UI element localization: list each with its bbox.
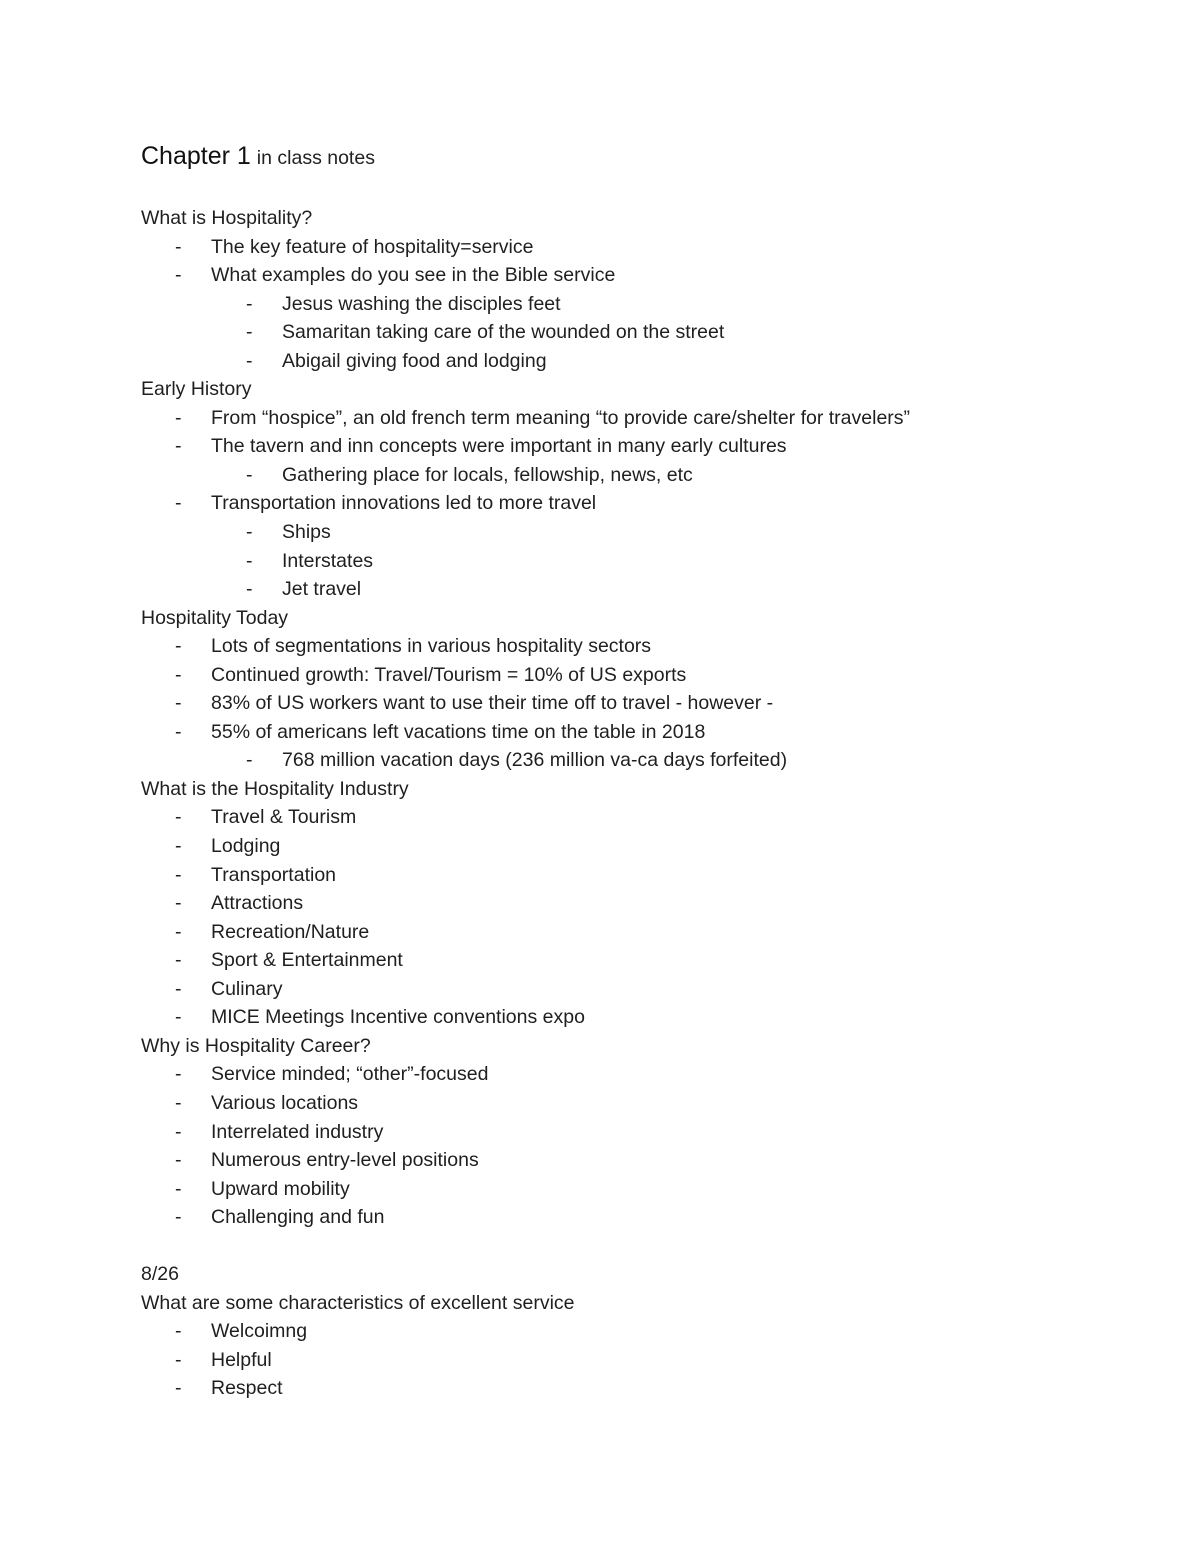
list-item-text: Lots of segmentations in various hospitality sectors — [211, 635, 652, 658]
list-item — [141, 489, 1121, 518]
sub-list-item — [141, 290, 1121, 319]
list-item — [141, 432, 1121, 461]
bullet-dash: - — [246, 349, 253, 372]
list-item — [141, 404, 1121, 433]
bullet-dash: - — [175, 1320, 182, 1343]
bullet-dash: - — [246, 749, 253, 772]
bullet-dash: - — [175, 663, 182, 686]
list-item-text: Sport & Entertainment — [211, 949, 403, 972]
section-heading: What are some characteristics of excellent service — [141, 1291, 575, 1314]
bullet-dash: - — [175, 977, 182, 1000]
bullet-dash: - — [175, 1063, 182, 1086]
bullet-dash: - — [175, 949, 182, 972]
sub-list-item — [141, 746, 1121, 775]
list-item — [141, 918, 1121, 947]
list-item-text: 55% of americans left vacations time on the table in 2018 — [211, 720, 706, 743]
bullet-dash: - — [175, 406, 182, 429]
list-item-text: 83% of US workers want to use their time off to travel - however - — [211, 692, 774, 715]
list-item-text: Samaritan taking care of the wounded on the street — [282, 321, 725, 344]
bullet-dash: - — [246, 578, 253, 601]
title-main: Chapter 1 — [141, 142, 251, 170]
list-item-text: Challenging and fun — [211, 1206, 385, 1229]
list-item — [141, 1346, 1121, 1375]
list-item-text: Travel & Tourism — [211, 806, 357, 829]
list-item — [141, 1146, 1121, 1175]
list-item — [141, 689, 1121, 718]
sub-list-item — [141, 575, 1121, 604]
list-item-text: Continued growth: Travel/Tourism = 10% of US exports — [211, 663, 687, 686]
bullet-dash: - — [175, 806, 182, 829]
bullet-dash: - — [175, 264, 182, 287]
bullet-dash: - — [175, 1120, 182, 1143]
bullet-dash: - — [175, 635, 182, 658]
sub-list-item — [141, 347, 1121, 376]
list-item-text: Transportation innovations led to more travel — [211, 492, 597, 515]
document-title — [141, 142, 1121, 176]
list-item-text: Interrelated industry — [211, 1120, 384, 1143]
list-item-text: Numerous entry-level positions — [211, 1149, 479, 1172]
sub-list-item — [141, 461, 1121, 490]
list-item — [141, 1118, 1121, 1147]
list-item — [141, 718, 1121, 747]
list-item-text: Helpful — [211, 1348, 272, 1371]
list-item-text: Culinary — [211, 977, 283, 1000]
list-item-text: MICE Meetings Incentive conventions expo — [211, 1006, 585, 1029]
bullet-dash: - — [175, 1377, 182, 1400]
list-item-text: Lodging — [211, 835, 281, 858]
list-item — [141, 861, 1121, 890]
bullet-dash: - — [175, 692, 182, 715]
list-item-text: The tavern and inn concepts were important in many early cultures — [211, 435, 787, 458]
sub-list-item — [141, 318, 1121, 347]
bullet-dash: - — [175, 1006, 182, 1029]
list-item — [141, 1089, 1121, 1118]
list-item — [141, 1317, 1121, 1346]
bullet-dash: - — [246, 292, 253, 315]
bullet-dash: - — [175, 863, 182, 886]
list-item-text: Jesus washing the disciples feet — [282, 292, 561, 315]
bullet-dash: - — [246, 521, 253, 544]
list-item-text: Service minded; “other”-focused — [211, 1063, 489, 1086]
list-item — [141, 1060, 1121, 1089]
list-item — [141, 1003, 1121, 1032]
list-item — [141, 632, 1121, 661]
list-item — [141, 803, 1121, 832]
sub-list-item — [141, 518, 1121, 547]
section-heading: Why is Hospitality Career? — [141, 1034, 371, 1057]
list-item-text: Abigail giving food and lodging — [282, 349, 547, 372]
list-item — [141, 889, 1121, 918]
list-item-text: The key feature of hospitality=service — [211, 235, 534, 258]
list-item — [141, 261, 1121, 290]
list-item-text: Welcoimng — [211, 1320, 308, 1343]
bullet-dash: - — [175, 1348, 182, 1371]
document-page — [141, 142, 1121, 1403]
bullet-dash: - — [175, 835, 182, 858]
list-item — [141, 661, 1121, 690]
list-item-text: Recreation/Nature — [211, 920, 370, 943]
list-item-text: What examples do you see in the Bible service — [211, 264, 616, 287]
list-item-text: Respect — [211, 1377, 283, 1400]
bullet-dash: - — [175, 1177, 182, 1200]
section-heading: Hospitality Today — [141, 606, 289, 629]
list-item-text: Jet travel — [282, 578, 362, 601]
sub-list-item — [141, 547, 1121, 576]
bullet-dash: - — [246, 549, 253, 572]
bullet-dash: - — [175, 435, 182, 458]
section-heading: What is Hospitality? — [141, 207, 313, 229]
list-item — [141, 1203, 1121, 1232]
list-item — [141, 1175, 1121, 1204]
blank-line — [141, 176, 1121, 204]
list-item-text: Various locations — [211, 1091, 359, 1114]
list-item — [141, 233, 1121, 262]
bullet-dash: - — [175, 1149, 182, 1172]
blank-line — [141, 1232, 1121, 1261]
bullet-dash: - — [175, 920, 182, 943]
bullet-dash: - — [175, 720, 182, 743]
list-item-text: Gathering place for locals, fellowship, news, etc — [282, 463, 693, 486]
list-item-text: From “hospice”, an old french term meaning “to provide care/shelter for travelers” — [211, 406, 911, 429]
list-item — [141, 1374, 1121, 1403]
title-subtitle: in class notes — [256, 147, 375, 169]
list-item-text: Attractions — [211, 892, 304, 915]
bullet-dash: - — [246, 321, 253, 344]
bullet-dash: - — [175, 492, 182, 515]
list-item-text: Transportation — [211, 863, 337, 886]
notes-body — [141, 204, 1121, 1403]
list-item — [141, 975, 1121, 1004]
list-item — [141, 832, 1121, 861]
list-item-text: Interstates — [282, 549, 374, 572]
bullet-dash: - — [175, 892, 182, 915]
bullet-dash: - — [175, 235, 182, 258]
list-item-text: Upward mobility — [211, 1177, 350, 1200]
list-item — [141, 946, 1121, 975]
bullet-dash: - — [246, 463, 253, 486]
list-item-text: 768 million vacation days (236 million va-ca days forfeited) — [282, 749, 788, 772]
bullet-dash: - — [175, 1206, 182, 1229]
list-item-text: Ships — [282, 521, 331, 544]
section-heading: What is the Hospitality Industry — [141, 777, 409, 800]
section-heading: 8/26 — [141, 1263, 179, 1286]
bullet-dash: - — [175, 1091, 182, 1114]
section-heading: Early History — [141, 378, 252, 401]
